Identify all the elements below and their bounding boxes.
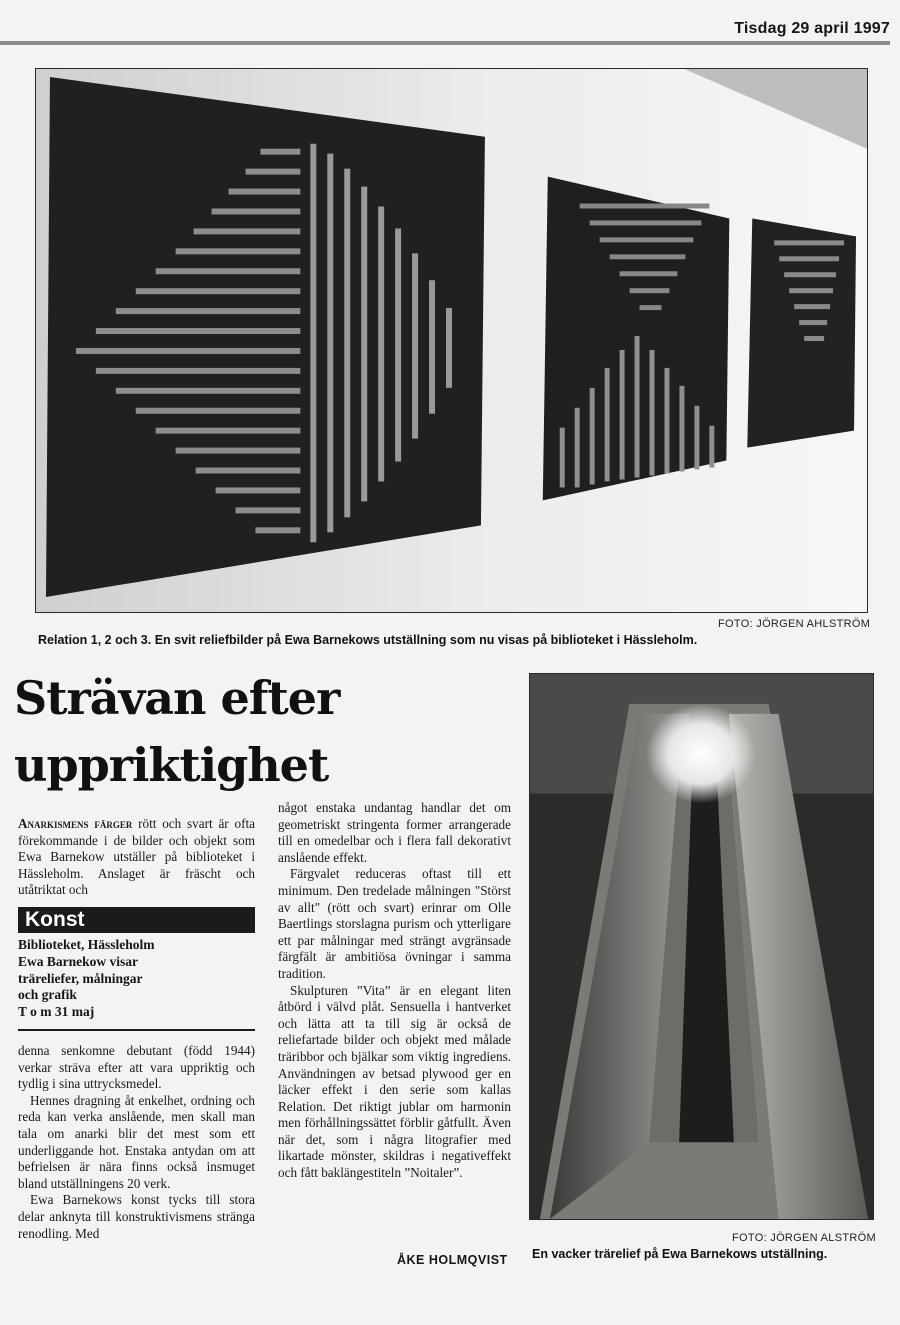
headline-line-1: Strävan efter bbox=[14, 671, 340, 725]
column-2-body bbox=[278, 800, 511, 1182]
fact-artist: Ewa Barnekow visar bbox=[18, 953, 139, 969]
top-photo bbox=[35, 68, 868, 613]
fact-dates: T o m 31 maj bbox=[18, 1004, 95, 1020]
fact-box-rule bbox=[18, 1029, 255, 1031]
fact-media: träreliefer, målningar bbox=[18, 970, 143, 986]
fact-media-2: och grafik bbox=[18, 987, 77, 1003]
fact-box bbox=[18, 907, 255, 1031]
fact-box-lines bbox=[18, 933, 255, 1021]
side-photo-credit: FOTO: JÖRGEN ALSTRÖM bbox=[732, 1232, 876, 1244]
date-line: Tisdag 29 april 1997 bbox=[734, 20, 890, 37]
fact-box-kicker: Konst bbox=[18, 907, 255, 933]
body-paragraph: denna senkomne debutant (född 1944) verkar sträva efter att vara uppriktig och tydlig i sina uttrycksmedel. bbox=[18, 1043, 255, 1092]
body-paragraph: något enstaka undantag handlar det om geometriskt stringenta former arrangerade till en omedelbar och i flera fall dekorativt anslående effekt. bbox=[278, 800, 511, 865]
lead-caps: Anarkismens färger bbox=[18, 816, 133, 831]
fact-venue: Biblioteket, Hässleholm bbox=[18, 937, 155, 952]
side-photo bbox=[529, 673, 874, 1220]
side-photo-caption: En vacker trärelief på Ewa Barnekows utställning. bbox=[532, 1247, 828, 1261]
byline: ÅKE HOLMQVIST bbox=[397, 1253, 508, 1267]
header-rule bbox=[0, 41, 890, 45]
body-paragraph: Skulpturen ”Vita” är en elegant liten åtbörd i välvd plåt. Sensuella i hantverket och lätta att ta till sig är också de reliefartade bilder och objekt med målade träribbor och bjälkar som viktig ingrediens. Användningen av betsad plywood ger en läcker effekt i den serie som kallas Relation. Det riktigt jublar om harmonin men förhållningssättet förblir gåtfullt. Även när det, som i några litografier med likartade mönster, skildras i negativeffekt och fått baklängestiteln ”Noitaler”. bbox=[278, 982, 511, 1181]
column-1-lead bbox=[18, 816, 255, 899]
headline bbox=[14, 665, 514, 799]
body-paragraph: Hennes dragning åt enkelhet, ordning och reda kan verka anslående, men skall man tala om anarki blir det mest som ett underliggande hot. Enstaka antydan om att befrielsen är nära finns också insmuget bland utställningens 20 verk. bbox=[18, 1092, 255, 1191]
top-photo-credit: FOTO: JÖRGEN AHLSTRÖM bbox=[718, 618, 871, 630]
lead-paragraph bbox=[18, 816, 255, 899]
headline-line-2: uppriktighet bbox=[14, 738, 329, 792]
lead-text: rött och svart är ofta förekommande i de bilder och objekt som Ewa Barnekow utställer på biblioteket i Hässleholm. Anslaget är fräscht och utåtriktat och bbox=[18, 816, 255, 898]
column-1-body bbox=[18, 1043, 255, 1242]
body-paragraph: Ewa Barnekows konst tycks till stora delar anknyta till konstruktivismens stränga renodling. Med bbox=[18, 1192, 255, 1241]
top-photo-caption: Relation 1, 2 och 3. En svit reliefbilder på Ewa Barnekows utställning som nu visas på biblioteket i Hässleholm. bbox=[38, 633, 698, 647]
body-paragraph: Färgvalet reduceras oftast till ett minimum. Den tredelade målningen "Störst av allt" (rött och svart) erinrar om Olle Baertlings storslagna purism och ytterligare ett par målningar med strängt avgränsade färgfält är ambitiösa övningar i samma tradition. bbox=[278, 866, 511, 981]
